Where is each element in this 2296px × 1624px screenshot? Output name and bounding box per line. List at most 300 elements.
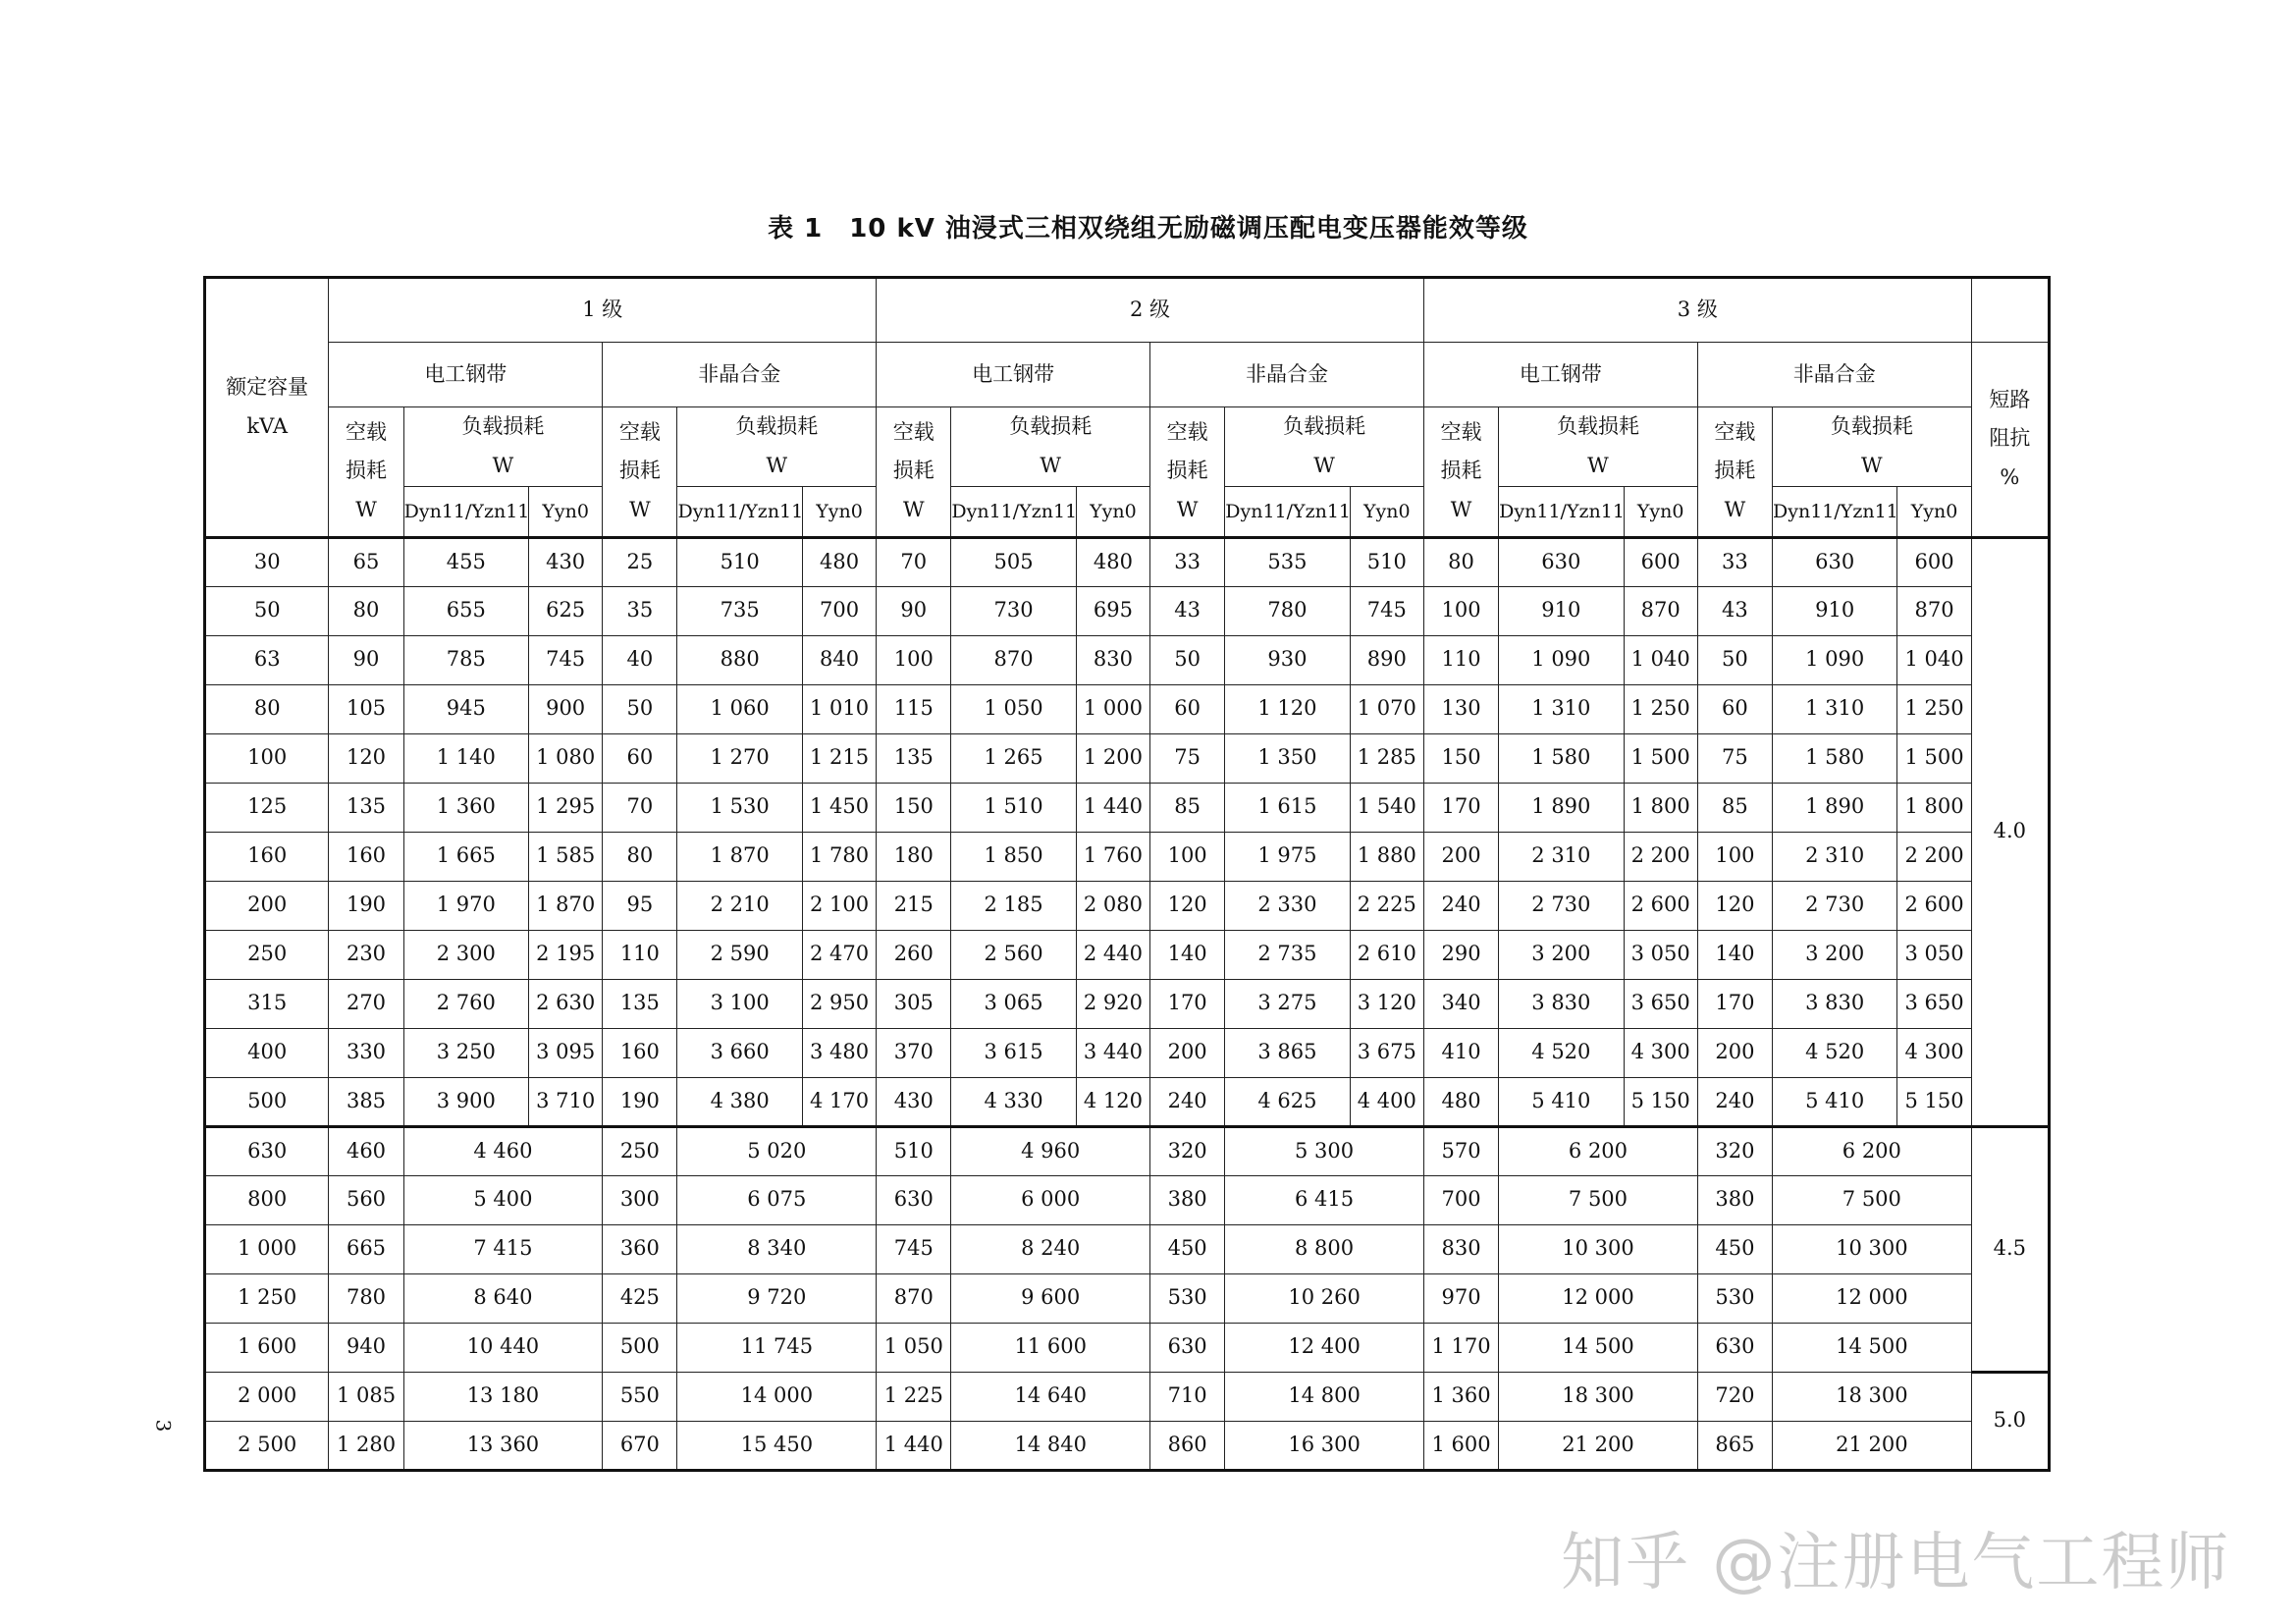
value-cell: 14 840: [951, 1421, 1150, 1470]
capacity-cell: 160: [205, 832, 329, 881]
value-cell: 3 065: [951, 979, 1076, 1028]
value-cell: 4 460: [403, 1126, 603, 1175]
header-row: [205, 343, 2050, 407]
value-cell: 1 500: [1624, 733, 1697, 783]
yyn-header: Yyn0: [1897, 486, 1971, 537]
value-cell: 410: [1423, 1028, 1498, 1077]
value-cell: 75: [1697, 733, 1772, 783]
value-cell: 630: [1499, 537, 1624, 586]
value-cell: 2 610: [1350, 930, 1423, 979]
value-cell: 7 500: [1499, 1175, 1698, 1224]
value-cell: 270: [329, 979, 403, 1028]
material-header: 电工钢带: [329, 343, 603, 407]
dyn-header: Dyn11/Yzn11: [677, 486, 802, 537]
table-row: [205, 1224, 2050, 1273]
table-row: [205, 1273, 2050, 1323]
value-cell: 90: [329, 635, 403, 684]
table-row: [205, 1323, 2050, 1372]
value-cell: 50: [603, 684, 677, 733]
value-cell: 510: [1350, 537, 1423, 586]
value-cell: 1 510: [951, 783, 1076, 832]
value-cell: 630: [877, 1175, 951, 1224]
value-cell: 5 150: [1624, 1077, 1697, 1126]
value-cell: 3 050: [1897, 930, 1971, 979]
value-cell: 530: [1697, 1273, 1772, 1323]
value-cell: 75: [1150, 733, 1225, 783]
value-cell: 2 100: [802, 881, 876, 930]
capacity-cell: 400: [205, 1028, 329, 1077]
capacity-cell: 63: [205, 635, 329, 684]
value-cell: 18 300: [1499, 1372, 1698, 1421]
value-cell: 4 120: [1076, 1077, 1149, 1126]
value-cell: 1 215: [802, 733, 876, 783]
dyn-header: Dyn11/Yzn11: [951, 486, 1076, 537]
value-cell: 1 585: [529, 832, 603, 881]
load-loss-header: 负载损耗 W: [951, 407, 1150, 487]
table-row: [205, 930, 2050, 979]
value-cell: 625: [529, 586, 603, 635]
value-cell: 4 520: [1499, 1028, 1624, 1077]
value-cell: 785: [403, 635, 528, 684]
value-cell: 1 350: [1225, 733, 1350, 783]
value-cell: 2 735: [1225, 930, 1350, 979]
value-cell: 105: [329, 684, 403, 733]
value-cell: 14 500: [1773, 1323, 1972, 1372]
value-cell: 170: [1697, 979, 1772, 1028]
value-cell: 4 960: [951, 1126, 1150, 1175]
value-cell: 6 200: [1499, 1126, 1698, 1175]
value-cell: 11 600: [951, 1323, 1150, 1372]
value-cell: 1 250: [1624, 684, 1697, 733]
value-cell: 2 195: [529, 930, 603, 979]
value-cell: 430: [877, 1077, 951, 1126]
value-cell: 5 410: [1499, 1077, 1624, 1126]
value-cell: 2 950: [802, 979, 876, 1028]
value-cell: 190: [329, 881, 403, 930]
value-cell: 2 560: [951, 930, 1076, 979]
value-cell: 2 310: [1499, 832, 1624, 881]
value-cell: 2 185: [951, 881, 1076, 930]
value-cell: 250: [603, 1126, 677, 1175]
rated-capacity-header: 额定容量 kVA: [205, 278, 329, 538]
value-cell: 8 800: [1225, 1224, 1424, 1273]
impedance-value: 5.0: [1971, 1372, 2049, 1470]
impedance-value: 4.5: [1971, 1126, 2049, 1372]
value-cell: 3 100: [677, 979, 802, 1028]
table-row: [205, 1175, 2050, 1224]
value-cell: 70: [603, 783, 677, 832]
table-body: [205, 537, 2050, 1470]
value-cell: 300: [603, 1175, 677, 1224]
material-header: 电工钢带: [1423, 343, 1697, 407]
value-cell: 160: [603, 1028, 677, 1077]
value-cell: 4 520: [1773, 1028, 1897, 1077]
value-cell: 40: [603, 635, 677, 684]
value-cell: 150: [1423, 733, 1498, 783]
header-row: [205, 278, 2050, 343]
table-row: [205, 1421, 2050, 1470]
capacity-cell: 315: [205, 979, 329, 1028]
value-cell: 43: [1697, 586, 1772, 635]
value-cell: 100: [1150, 832, 1225, 881]
table-row: [205, 979, 2050, 1028]
capacity-cell: 100: [205, 733, 329, 783]
value-cell: 3 900: [403, 1077, 528, 1126]
value-cell: 3 200: [1773, 930, 1897, 979]
impedance-header: 短路 阻抗 %: [1971, 343, 2049, 538]
value-cell: 2 310: [1773, 832, 1897, 881]
value-cell: 1 850: [951, 832, 1076, 881]
value-cell: 2 600: [1624, 881, 1697, 930]
value-cell: 2 200: [1897, 832, 1971, 881]
value-cell: 50: [1697, 635, 1772, 684]
value-cell: 170: [1150, 979, 1225, 1028]
value-cell: 1 975: [1225, 832, 1350, 881]
value-cell: 85: [1150, 783, 1225, 832]
value-cell: 100: [1697, 832, 1772, 881]
value-cell: 910: [1499, 586, 1624, 635]
value-cell: 1 200: [1076, 733, 1149, 783]
value-cell: 4 625: [1225, 1077, 1350, 1126]
value-cell: 12 000: [1773, 1273, 1972, 1323]
value-cell: 1 360: [1423, 1372, 1498, 1421]
table-header: [205, 278, 2050, 538]
value-cell: 2 920: [1076, 979, 1149, 1028]
value-cell: 570: [1423, 1126, 1498, 1175]
value-cell: 320: [1697, 1126, 1772, 1175]
value-cell: 860: [1150, 1421, 1225, 1470]
value-cell: 1 880: [1350, 832, 1423, 881]
value-cell: 2 440: [1076, 930, 1149, 979]
value-cell: 1 295: [529, 783, 603, 832]
value-cell: 870: [1897, 586, 1971, 635]
value-cell: 3 440: [1076, 1028, 1149, 1077]
level-header: 2 级: [877, 278, 1424, 343]
value-cell: 940: [329, 1323, 403, 1372]
yyn-header: Yyn0: [529, 486, 603, 537]
no-load-loss-header: 空载 损耗 W: [877, 407, 951, 538]
value-cell: 700: [1423, 1175, 1498, 1224]
value-cell: 14 500: [1499, 1323, 1698, 1372]
value-cell: 11 745: [677, 1323, 877, 1372]
value-cell: 1 540: [1350, 783, 1423, 832]
value-cell: 700: [802, 586, 876, 635]
value-cell: 12 400: [1225, 1323, 1424, 1372]
value-cell: 340: [1423, 979, 1498, 1028]
value-cell: 2 200: [1624, 832, 1697, 881]
value-cell: 3 480: [802, 1028, 876, 1077]
value-cell: 450: [1697, 1224, 1772, 1273]
value-cell: 460: [329, 1126, 403, 1175]
value-cell: 100: [877, 635, 951, 684]
value-cell: 2 300: [403, 930, 528, 979]
value-cell: 2 730: [1499, 881, 1624, 930]
value-cell: 865: [1697, 1421, 1772, 1470]
value-cell: 430: [529, 537, 603, 586]
no-load-loss-header: 空载 损耗 W: [1697, 407, 1772, 538]
value-cell: 500: [603, 1323, 677, 1372]
capacity-cell: 30: [205, 537, 329, 586]
header-row: [205, 407, 2050, 487]
value-cell: 1 080: [529, 733, 603, 783]
yyn-header: Yyn0: [1350, 486, 1423, 537]
value-cell: 3 615: [951, 1028, 1076, 1077]
value-cell: 240: [1150, 1077, 1225, 1126]
value-cell: 3 095: [529, 1028, 603, 1077]
value-cell: 745: [877, 1224, 951, 1273]
impedance-value: 4.0: [1971, 537, 2049, 1126]
table-row: [205, 881, 2050, 930]
capacity-cell: 50: [205, 586, 329, 635]
value-cell: 5 150: [1897, 1077, 1971, 1126]
header-row: [205, 486, 2050, 537]
capacity-cell: 1 000: [205, 1224, 329, 1273]
level-header: 3 级: [1423, 278, 1971, 343]
value-cell: 1 780: [802, 832, 876, 881]
value-cell: 970: [1423, 1273, 1498, 1323]
value-cell: 735: [677, 586, 802, 635]
table-row: [205, 635, 2050, 684]
value-cell: 1 120: [1225, 684, 1350, 733]
value-cell: 33: [1150, 537, 1225, 586]
value-cell: 930: [1225, 635, 1350, 684]
value-cell: 7 415: [403, 1224, 603, 1273]
value-cell: 33: [1697, 537, 1772, 586]
value-cell: 8 240: [951, 1224, 1150, 1273]
value-cell: 4 170: [802, 1077, 876, 1126]
table-title: 表 1 10 kV 油浸式三相双绕组无励磁调压配电变压器能效等级: [768, 214, 1528, 244]
value-cell: 830: [1076, 635, 1149, 684]
value-cell: 535: [1225, 537, 1350, 586]
value-cell: 1 085: [329, 1372, 403, 1421]
value-cell: 3 250: [403, 1028, 528, 1077]
value-cell: 90: [877, 586, 951, 635]
value-cell: 5 300: [1225, 1126, 1424, 1175]
value-cell: 1 890: [1773, 783, 1897, 832]
value-cell: 380: [1697, 1175, 1772, 1224]
value-cell: 60: [1697, 684, 1772, 733]
value-cell: 695: [1076, 586, 1149, 635]
load-loss-header: 负载损耗 W: [677, 407, 877, 487]
value-cell: 1 170: [1423, 1323, 1498, 1372]
value-cell: 1 440: [1076, 783, 1149, 832]
value-cell: 5 410: [1773, 1077, 1897, 1126]
value-cell: 16 300: [1225, 1421, 1424, 1470]
value-cell: 720: [1697, 1372, 1772, 1421]
value-cell: 450: [1150, 1224, 1225, 1273]
value-cell: 6 000: [951, 1175, 1150, 1224]
value-cell: 1 060: [677, 684, 802, 733]
dyn-header: Dyn11/Yzn11: [1499, 486, 1624, 537]
value-cell: 170: [1423, 783, 1498, 832]
value-cell: 2 630: [529, 979, 603, 1028]
value-cell: 1 800: [1897, 783, 1971, 832]
value-cell: 85: [1697, 783, 1772, 832]
value-cell: 1 530: [677, 783, 802, 832]
value-cell: 50: [1150, 635, 1225, 684]
value-cell: 880: [677, 635, 802, 684]
value-cell: 1 440: [877, 1421, 951, 1470]
value-cell: 10 260: [1225, 1273, 1424, 1323]
value-cell: 80: [603, 832, 677, 881]
value-cell: 670: [603, 1421, 677, 1470]
value-cell: 3 650: [1624, 979, 1697, 1028]
value-cell: 370: [877, 1028, 951, 1077]
value-cell: 560: [329, 1175, 403, 1224]
value-cell: 70: [877, 537, 951, 586]
value-cell: 100: [1423, 586, 1498, 635]
capacity-cell: 2 500: [205, 1421, 329, 1470]
value-cell: 665: [329, 1224, 403, 1273]
value-cell: 1 090: [1499, 635, 1624, 684]
value-cell: 910: [1773, 586, 1897, 635]
value-cell: 385: [329, 1077, 403, 1126]
value-cell: 4 400: [1350, 1077, 1423, 1126]
value-cell: 380: [1150, 1175, 1225, 1224]
capacity-cell: 80: [205, 684, 329, 733]
value-cell: 1 580: [1499, 733, 1624, 783]
value-cell: 330: [329, 1028, 403, 1077]
value-cell: 13 360: [403, 1421, 603, 1470]
value-cell: 5 020: [677, 1126, 877, 1175]
value-cell: 60: [1150, 684, 1225, 733]
value-cell: 1 225: [877, 1372, 951, 1421]
value-cell: 945: [403, 684, 528, 733]
value-cell: 4 380: [677, 1077, 802, 1126]
value-cell: 14 000: [677, 1372, 877, 1421]
value-cell: 655: [403, 586, 528, 635]
value-cell: 2 760: [403, 979, 528, 1028]
value-cell: 780: [329, 1273, 403, 1323]
value-cell: 80: [329, 586, 403, 635]
value-cell: 870: [1624, 586, 1697, 635]
value-cell: 21 200: [1499, 1421, 1698, 1470]
value-cell: 4 300: [1897, 1028, 1971, 1077]
value-cell: 130: [1423, 684, 1498, 733]
efficiency-table: [203, 276, 2051, 1472]
value-cell: 1 665: [403, 832, 528, 881]
value-cell: 6 200: [1773, 1126, 1972, 1175]
capacity-cell: 1 250: [205, 1273, 329, 1323]
table-row: [205, 832, 2050, 881]
watermark: 知乎 @注册电气工程师: [1561, 1527, 2231, 1599]
value-cell: 25: [603, 537, 677, 586]
value-cell: 4 330: [951, 1077, 1076, 1126]
value-cell: 9 720: [677, 1273, 877, 1323]
page-number: 3: [151, 1419, 176, 1433]
value-cell: 240: [1697, 1077, 1772, 1126]
capacity-cell: 200: [205, 881, 329, 930]
dyn-header: Dyn11/Yzn11: [403, 486, 528, 537]
value-cell: 3 830: [1773, 979, 1897, 1028]
value-cell: 160: [329, 832, 403, 881]
value-cell: 830: [1423, 1224, 1498, 1273]
value-cell: 1 360: [403, 783, 528, 832]
impedance-header-top: [1971, 278, 2049, 343]
value-cell: 10 300: [1773, 1224, 1972, 1273]
value-cell: 230: [329, 930, 403, 979]
table-row: [205, 1126, 2050, 1175]
value-cell: 3 710: [529, 1077, 603, 1126]
value-cell: 1 615: [1225, 783, 1350, 832]
value-cell: 1 500: [1897, 733, 1971, 783]
value-cell: 200: [1423, 832, 1498, 881]
value-cell: 780: [1225, 586, 1350, 635]
value-cell: 43: [1150, 586, 1225, 635]
value-cell: 95: [603, 881, 677, 930]
value-cell: 505: [951, 537, 1076, 586]
value-cell: 1 800: [1624, 783, 1697, 832]
value-cell: 745: [529, 635, 603, 684]
value-cell: 18 300: [1773, 1372, 1972, 1421]
value-cell: 6 075: [677, 1175, 877, 1224]
value-cell: 9 600: [951, 1273, 1150, 1323]
value-cell: 3 275: [1225, 979, 1350, 1028]
value-cell: 3 650: [1897, 979, 1971, 1028]
value-cell: 1 285: [1350, 733, 1423, 783]
value-cell: 2 600: [1897, 881, 1971, 930]
capacity-cell: 800: [205, 1175, 329, 1224]
value-cell: 2 210: [677, 881, 802, 930]
value-cell: 260: [877, 930, 951, 979]
value-cell: 2 590: [677, 930, 802, 979]
value-cell: 290: [1423, 930, 1498, 979]
yyn-header: Yyn0: [802, 486, 876, 537]
value-cell: 480: [1423, 1077, 1498, 1126]
value-cell: 120: [1150, 881, 1225, 930]
material-header: 非晶合金: [1150, 343, 1424, 407]
value-cell: 60: [603, 733, 677, 783]
capacity-cell: 630: [205, 1126, 329, 1175]
value-cell: 1 450: [802, 783, 876, 832]
value-cell: 1 760: [1076, 832, 1149, 881]
value-cell: 2 470: [802, 930, 876, 979]
value-cell: 4 300: [1624, 1028, 1697, 1077]
value-cell: 3 675: [1350, 1028, 1423, 1077]
value-cell: 135: [877, 733, 951, 783]
value-cell: 630: [1773, 537, 1897, 586]
no-load-loss-header: 空载 损耗 W: [1423, 407, 1498, 538]
value-cell: 140: [1697, 930, 1772, 979]
value-cell: 900: [529, 684, 603, 733]
value-cell: 1 600: [1423, 1421, 1498, 1470]
value-cell: 510: [877, 1126, 951, 1175]
table-row: [205, 1028, 2050, 1077]
value-cell: 870: [951, 635, 1076, 684]
value-cell: 80: [1423, 537, 1498, 586]
table-row: [205, 684, 2050, 733]
level-header: 1 级: [329, 278, 877, 343]
value-cell: 115: [877, 684, 951, 733]
value-cell: 1 270: [677, 733, 802, 783]
value-cell: 730: [951, 586, 1076, 635]
capacity-cell: 250: [205, 930, 329, 979]
value-cell: 425: [603, 1273, 677, 1323]
value-cell: 1 070: [1350, 684, 1423, 733]
value-cell: 360: [603, 1224, 677, 1273]
value-cell: 3 660: [677, 1028, 802, 1077]
material-header: 电工钢带: [877, 343, 1150, 407]
value-cell: 1 870: [677, 832, 802, 881]
no-load-loss-header: 空载 损耗 W: [1150, 407, 1225, 538]
value-cell: 600: [1897, 537, 1971, 586]
value-cell: 120: [329, 733, 403, 783]
value-cell: 10 440: [403, 1323, 603, 1372]
value-cell: 2 080: [1076, 881, 1149, 930]
value-cell: 3 830: [1499, 979, 1624, 1028]
value-cell: 110: [603, 930, 677, 979]
value-cell: 320: [1150, 1126, 1225, 1175]
